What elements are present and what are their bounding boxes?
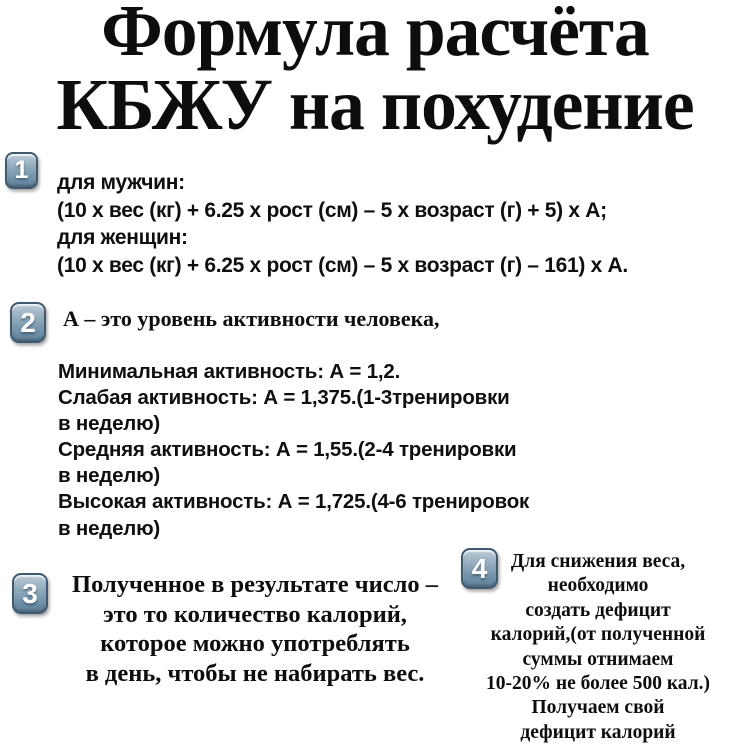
title-line-1: Формула расчёта <box>101 0 649 71</box>
deficit-line-6: 10-20% не более 500 кал.) <box>485 673 711 695</box>
deficit-line-2: необходимо <box>547 575 649 597</box>
activity-medium-cont: в неделю) <box>58 464 161 488</box>
step-2-number: 2 <box>20 306 36 338</box>
deficit-line-5: суммы отнимаем <box>522 648 674 670</box>
activity-medium: Средняя активность: А = 1,55.(2-4 тренировки <box>58 438 517 462</box>
activity-minimal: Минимальная активность: А = 1,2. <box>58 360 401 383</box>
step-3-number: 3 <box>22 577 38 609</box>
step-4-number: 4 <box>471 552 488 584</box>
formula-women: (10 х вес (кг) + 6.25 х рост (см) – 5 х возраст (г) – 161) х А. <box>57 253 628 277</box>
step-1-text <box>57 169 628 279</box>
activity-high-cont: в неделю) <box>58 516 161 540</box>
result-line-4: в день, чтобы не набирать вес. <box>85 660 425 688</box>
formula-label-men: для мужчин: <box>57 171 185 194</box>
step-4-text <box>447 550 749 745</box>
page-title <box>8 0 743 145</box>
deficit-line-3: создать дефицит <box>525 599 671 621</box>
result-line-3: которое можно употреблять <box>100 630 410 658</box>
deficit-line-7: Получаем свой <box>531 697 665 719</box>
step-1-badge <box>5 152 38 189</box>
result-line-2: это то количество калорий, <box>103 600 407 628</box>
step-2-badge <box>10 302 46 343</box>
activity-weak: Слабая активность: А = 1,375.(1-3тренировки <box>58 386 510 410</box>
activity-weak-cont: в неделю) <box>58 412 161 436</box>
deficit-line-4: калорий,(от полученной <box>490 624 706 646</box>
deficit-line-1: Для снижения веса, <box>510 551 686 572</box>
title-line-2: КБЖУ на похудение <box>56 64 694 145</box>
formula-men: (10 х вес (кг) + 6.25 х рост (см) – 5 х возраст (г) + 5) х А; <box>57 198 607 222</box>
activity-list <box>58 359 529 542</box>
step-1-number: 1 <box>14 156 29 184</box>
step-3-text <box>37 570 473 689</box>
result-line-1: Полученное в результате число – <box>72 571 438 598</box>
deficit-line-8: дефицит калорий <box>520 721 676 743</box>
formula-label-women: для женщин: <box>57 226 188 249</box>
activity-high: Высокая активность: А = 1,725.(4-6 тренировок <box>58 490 530 514</box>
activity-header: А – это уровень активности человека, <box>63 306 440 331</box>
